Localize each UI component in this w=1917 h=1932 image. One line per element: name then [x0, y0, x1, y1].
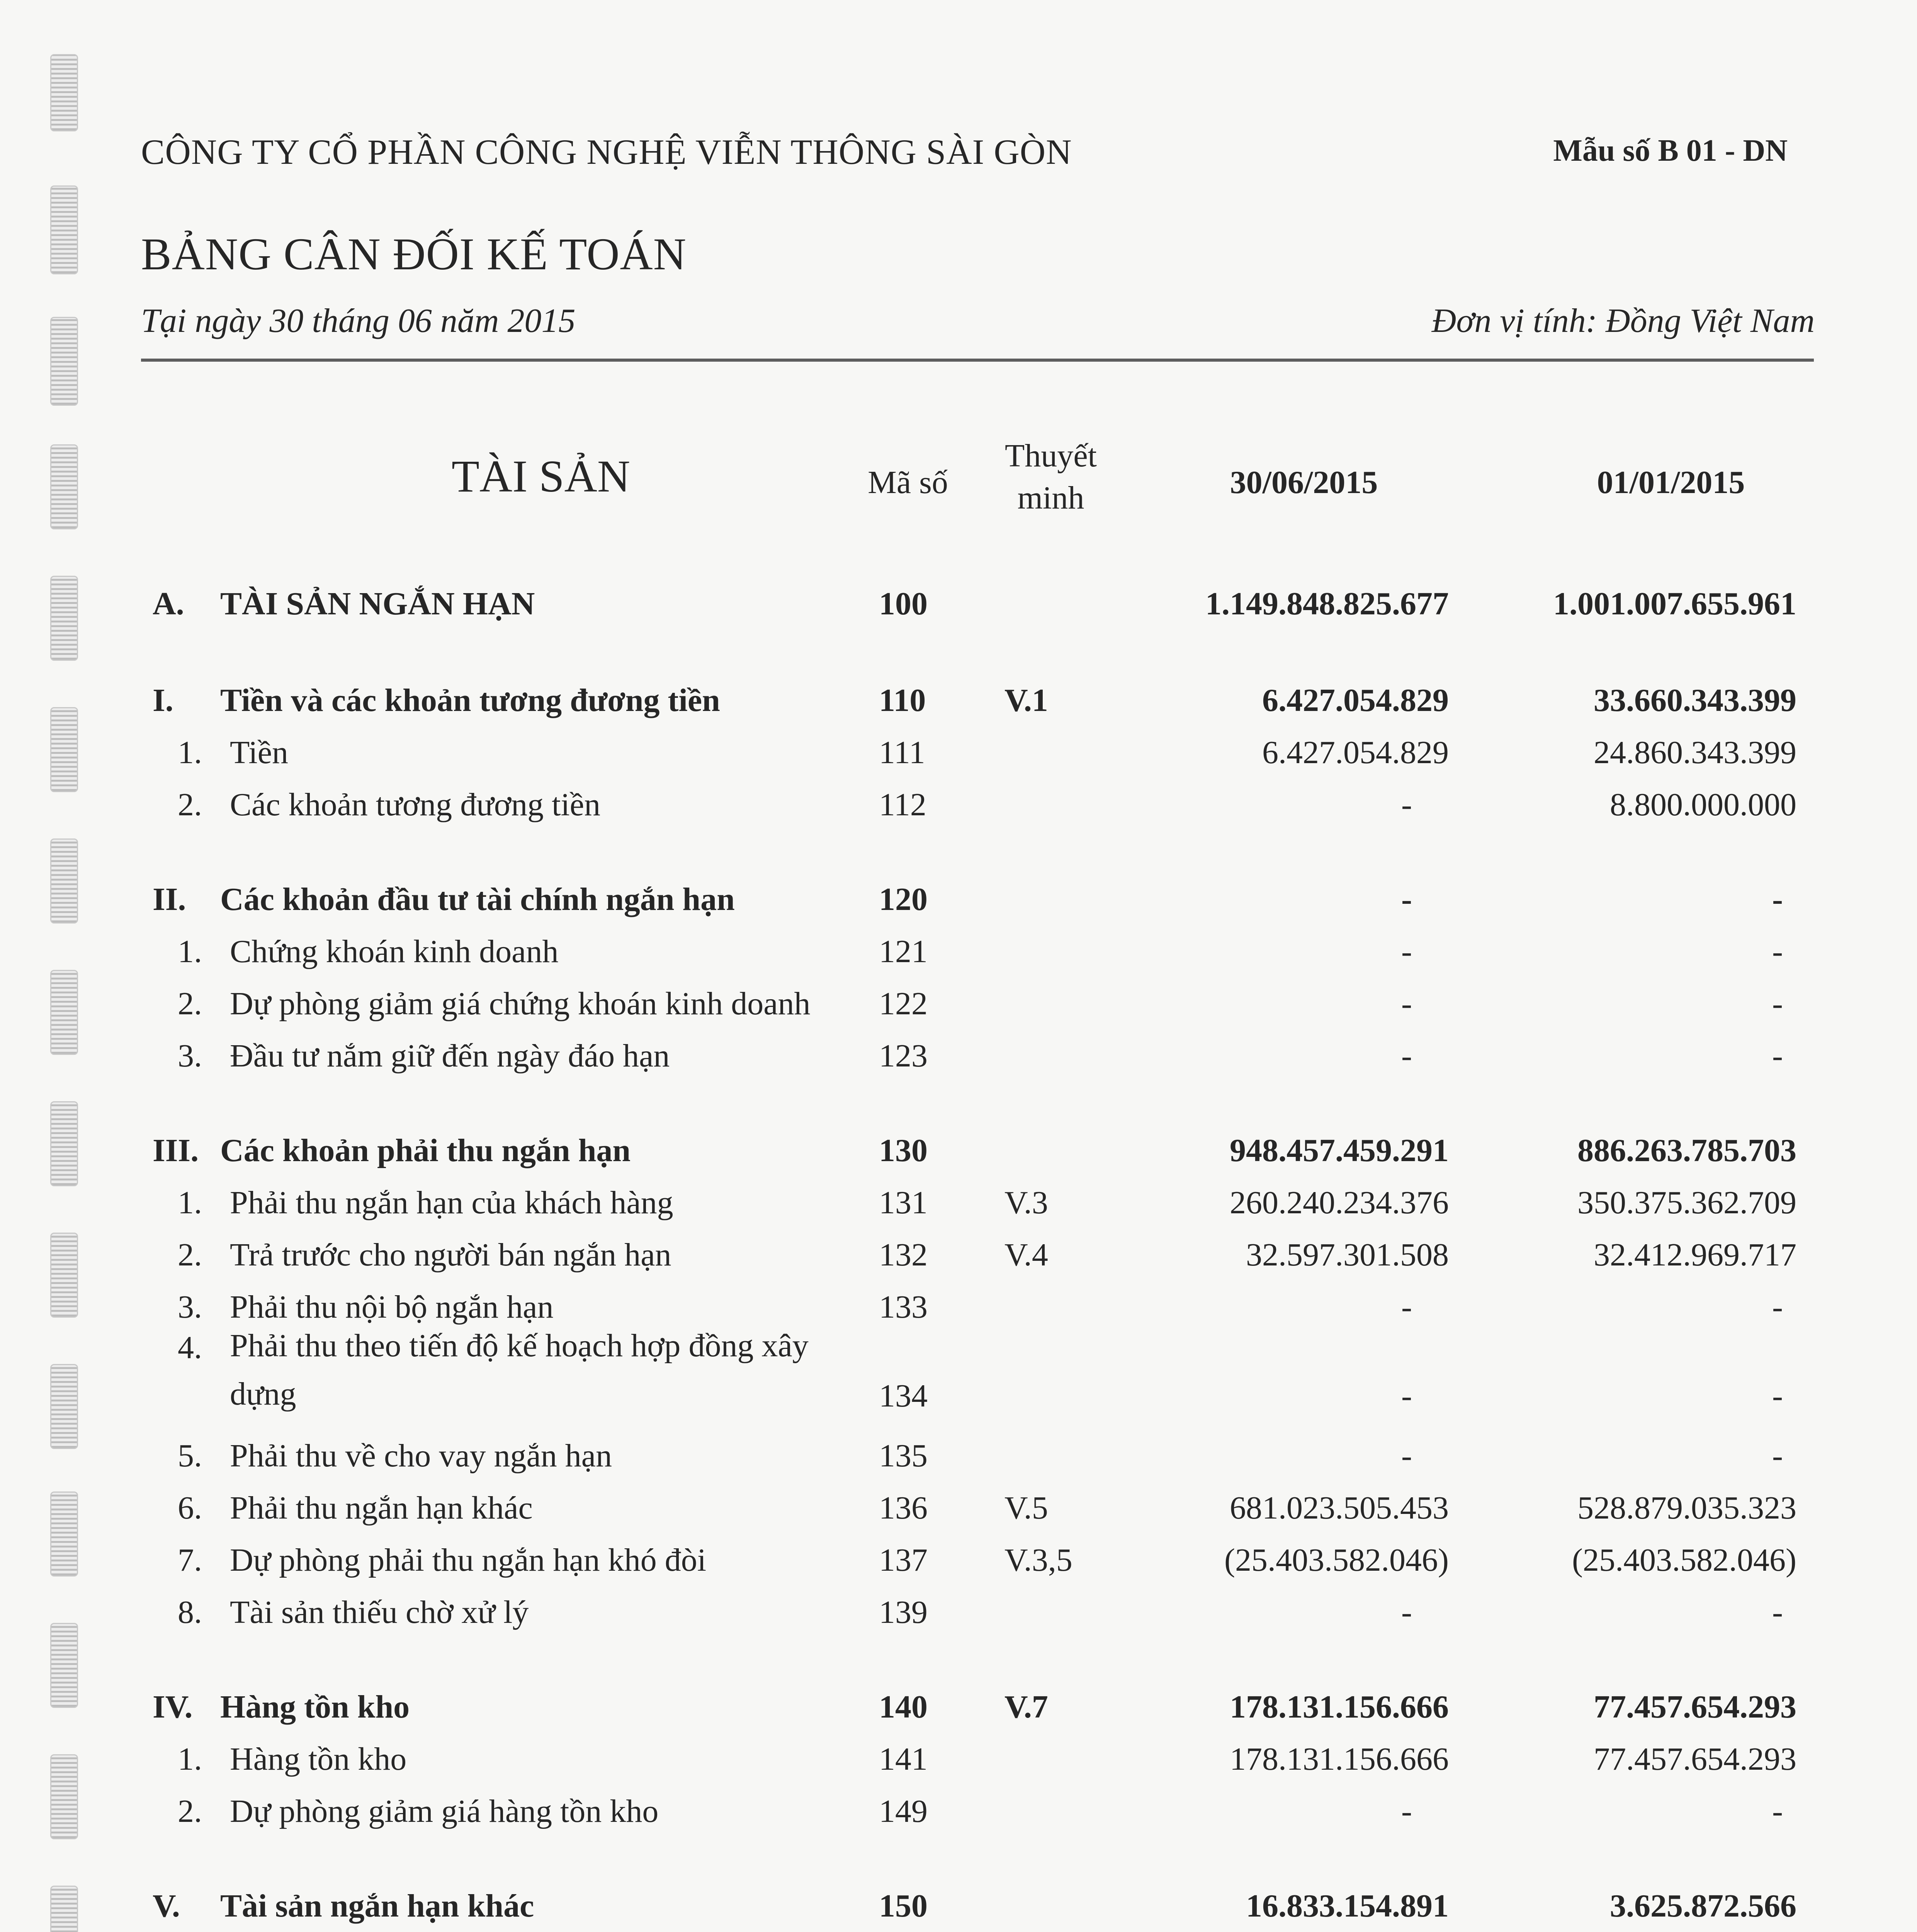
row-label: TÀI SẢN NGẮN HẠN [220, 586, 535, 622]
table-row [0, 873, 1917, 925]
row-value-30-06-2015: 178.131.156.666 [1230, 1741, 1449, 1777]
row-value-01-01-2015: - [1772, 1594, 1783, 1630]
row-number: IV. [153, 1689, 193, 1725]
row-code: 123 [879, 1038, 928, 1074]
row-code: 120 [879, 881, 928, 917]
binder-hole [50, 54, 78, 131]
column-header-date2: 01/01/2015 [1597, 464, 1745, 500]
row-note: V.3 [1004, 1185, 1048, 1221]
row-value-30-06-2015: (25.403.582.046) [1224, 1542, 1449, 1578]
row-label: Phải thu theo tiến độ kế hoạch hợp đồng xây dựng [230, 1328, 809, 1412]
row-value-30-06-2015: - [1401, 934, 1412, 969]
row-number: III. [153, 1133, 199, 1168]
table-row [0, 578, 1917, 630]
row-number: 3. [178, 1289, 202, 1325]
row-code: 130 [879, 1133, 928, 1168]
row-value-01-01-2015: 8.800.000.000 [1610, 787, 1796, 823]
row-number: 1. [178, 934, 202, 969]
row-label: Đầu tư nắm giữ đến ngày đáo hạn [230, 1038, 670, 1074]
row-label: Các khoản phải thu ngắn hạn [220, 1133, 631, 1168]
company-name: CÔNG TY CỔ PHẦN CÔNG NGHỆ VIỄN THÔNG SÀI GÒN [141, 132, 1072, 172]
row-value-01-01-2015: (25.403.582.046) [1572, 1542, 1796, 1578]
column-header-note-line2: minh [1017, 480, 1084, 516]
row-number: I. [153, 682, 173, 718]
row-value-01-01-2015: 32.412.969.717 [1594, 1237, 1796, 1273]
table-row [0, 674, 1917, 726]
row-value-30-06-2015: - [1401, 1438, 1412, 1474]
row-value-01-01-2015: - [1772, 1438, 1783, 1474]
row-code: 121 [879, 934, 928, 969]
row-note: V.4 [1004, 1237, 1048, 1273]
binder-hole [50, 185, 78, 274]
row-value-30-06-2015: 6.427.054.829 [1262, 682, 1449, 718]
row-code: 139 [879, 1594, 928, 1630]
row-code: 150 [879, 1888, 928, 1924]
table-row [0, 1785, 1917, 1837]
row-note: V.7 [1004, 1689, 1048, 1725]
row-value-01-01-2015: 77.457.654.293 [1594, 1741, 1796, 1777]
row-number: 3. [178, 1038, 202, 1074]
row-value-01-01-2015: 77.457.654.293 [1594, 1689, 1796, 1725]
row-value-01-01-2015: 3.625.872.566 [1610, 1888, 1796, 1924]
row-code: 122 [879, 986, 928, 1022]
column-header-note-line1: Thuyết [1005, 438, 1097, 474]
row-value-30-06-2015: 32.597.301.508 [1246, 1237, 1449, 1273]
row-number: 1. [178, 1741, 202, 1777]
row-label: Tài sản ngắn hạn khác [220, 1888, 534, 1924]
row-number: 6. [178, 1490, 202, 1526]
row-number: 4. [178, 1330, 202, 1366]
row-value-01-01-2015: 24.860.343.399 [1594, 735, 1796, 770]
row-label: Phải thu về cho vay ngắn hạn [230, 1438, 612, 1474]
row-value-01-01-2015: 528.879.035.323 [1577, 1490, 1796, 1526]
row-value-30-06-2015: - [1401, 1378, 1412, 1414]
row-label: Phải thu nội bộ ngắn hạn [230, 1289, 554, 1325]
row-number: V. [153, 1888, 180, 1924]
row-value-01-01-2015: - [1772, 1289, 1783, 1325]
header-divider [141, 359, 1814, 362]
row-value-30-06-2015: - [1401, 787, 1412, 823]
column-header-assets: TÀI SẢN [451, 451, 631, 502]
row-code: 132 [879, 1237, 928, 1273]
row-number: 2. [178, 1793, 202, 1829]
table-row [0, 1229, 1917, 1281]
row-code: 135 [879, 1438, 928, 1474]
row-number: A. [153, 586, 184, 622]
row-value-30-06-2015: 178.131.156.666 [1230, 1689, 1449, 1725]
row-value-30-06-2015: - [1401, 1594, 1412, 1630]
row-number: 2. [178, 1237, 202, 1273]
row-label: Tiền [230, 735, 288, 770]
row-value-30-06-2015: - [1401, 986, 1412, 1022]
row-code: 111 [879, 735, 925, 770]
row-value-01-01-2015: 350.375.362.709 [1577, 1185, 1796, 1221]
row-number: 7. [178, 1542, 202, 1578]
row-note: V.5 [1004, 1490, 1048, 1526]
row-label: Tiền và các khoản tương đương tiền [220, 682, 720, 718]
form-code: Mẫu số B 01 - DN [1553, 134, 1788, 168]
table-row [0, 978, 1917, 1030]
table-row [0, 1124, 1917, 1177]
row-code: 112 [879, 787, 926, 823]
row-value-30-06-2015: 948.457.459.291 [1230, 1133, 1449, 1168]
table-row [0, 1534, 1917, 1586]
row-code: 133 [879, 1289, 928, 1325]
currency-unit: Đơn vị tính: Đồng Việt Nam [1431, 302, 1815, 340]
table-row [0, 1586, 1917, 1638]
row-value-30-06-2015: 260.240.234.376 [1230, 1185, 1449, 1221]
column-header-date1: 30/06/2015 [1230, 464, 1378, 500]
row-code: 134 [879, 1378, 928, 1414]
row-label: Trả trước cho người bán ngắn hạn [230, 1237, 671, 1273]
row-label: Dự phòng giảm giá hàng tồn kho [230, 1793, 659, 1829]
row-value-30-06-2015: 6.427.054.829 [1262, 735, 1449, 770]
row-code: 131 [879, 1185, 928, 1221]
row-code: 100 [879, 586, 928, 622]
row-code: 137 [879, 1542, 928, 1578]
row-number: 1. [178, 735, 202, 770]
row-value-30-06-2015: - [1401, 1289, 1412, 1325]
row-value-30-06-2015: 16.833.154.891 [1246, 1888, 1449, 1924]
row-value-30-06-2015: - [1401, 881, 1412, 917]
row-number: 8. [178, 1594, 202, 1630]
table-row [0, 1177, 1917, 1229]
row-value-01-01-2015: - [1772, 934, 1783, 969]
row-code: 110 [879, 682, 926, 718]
table-row [0, 1430, 1917, 1482]
row-code: 140 [879, 1689, 928, 1725]
row-code: 141 [879, 1741, 928, 1777]
row-note: V.1 [1004, 682, 1048, 718]
table-row [0, 1733, 1917, 1785]
row-label: Dự phòng giảm giá chứng khoán kinh doanh [230, 986, 811, 1022]
row-value-01-01-2015: - [1772, 1038, 1783, 1074]
table-row [0, 779, 1917, 831]
row-number: 2. [178, 986, 202, 1022]
table-row [0, 1681, 1917, 1733]
row-label: Chứng khoán kinh doanh [230, 934, 559, 969]
row-value-01-01-2015: 33.660.343.399 [1594, 682, 1796, 718]
row-label: Phải thu ngắn hạn khác [230, 1490, 533, 1526]
table-row [0, 1030, 1917, 1082]
row-value-01-01-2015: - [1772, 986, 1783, 1022]
row-label: Dự phòng phải thu ngắn hạn khó đòi [230, 1542, 707, 1578]
row-code: 136 [879, 1490, 928, 1526]
row-number: 1. [178, 1185, 202, 1221]
column-header-note [974, 435, 1128, 519]
row-value-30-06-2015: - [1401, 1793, 1412, 1829]
row-number: II. [153, 881, 186, 917]
column-header-code: Mã số [868, 464, 948, 500]
row-number: 5. [178, 1438, 202, 1474]
row-label: Phải thu ngắn hạn của khách hàng [230, 1185, 673, 1221]
binder-hole [50, 317, 78, 406]
row-value-30-06-2015: 681.023.505.453 [1230, 1490, 1449, 1526]
row-number: 2. [178, 787, 202, 823]
row-value-30-06-2015: 1.149.848.825.677 [1205, 586, 1449, 622]
row-value-01-01-2015: 886.263.785.703 [1577, 1133, 1796, 1168]
row-value-01-01-2015: - [1772, 1378, 1783, 1414]
table-row [0, 1880, 1917, 1932]
row-note: V.3,5 [1004, 1542, 1072, 1578]
row-value-01-01-2015: - [1772, 881, 1783, 917]
report-date: Tại ngày 30 tháng 06 năm 2015 [141, 302, 576, 340]
table-row [0, 726, 1917, 779]
table-row [0, 925, 1917, 978]
row-value-01-01-2015: - [1772, 1793, 1783, 1829]
row-value-30-06-2015: - [1401, 1038, 1412, 1074]
row-label: Hàng tồn kho [230, 1741, 407, 1777]
row-label: Tài sản thiếu chờ xử lý [230, 1594, 529, 1630]
binder-hole [50, 444, 78, 529]
table-row [0, 1321, 1917, 1422]
table-row [0, 1482, 1917, 1534]
row-label: Các khoản tương đương tiền [230, 787, 601, 823]
row-label: Các khoản đầu tư tài chính ngắn hạn [220, 881, 735, 917]
row-label: Hàng tồn kho [220, 1689, 410, 1725]
row-code: 149 [879, 1793, 928, 1829]
row-value-01-01-2015: 1.001.007.655.961 [1553, 586, 1796, 622]
document-title: BẢNG CÂN ĐỐI KẾ TOÁN [141, 229, 687, 279]
